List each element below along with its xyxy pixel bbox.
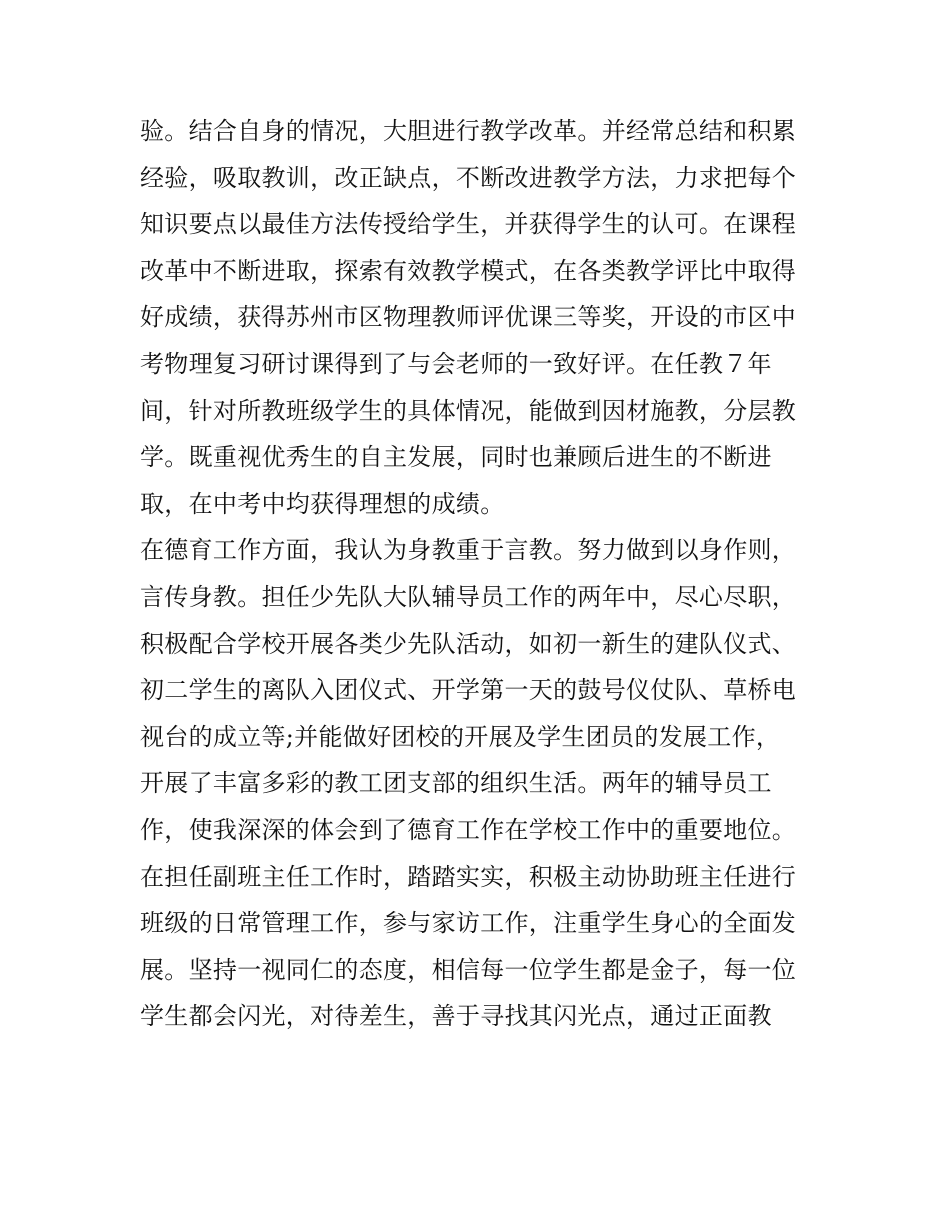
- text-line: 好成绩，获得苏州市区物理教师评优课三等奖，开设的市区中: [140, 303, 797, 332]
- text-line: 展。坚持一视同仁的态度，相信每一位学生都是金子，每一位: [140, 955, 797, 984]
- text-line: 视台的成立等;并能做好团校的开展及学生团员的发展工作，: [140, 722, 781, 751]
- text-line: 学。既重视优秀生的自主发展，同时也兼顾后进生的不断进: [140, 443, 772, 472]
- text-line: 积极配合学校开展各类少先队活动，如初一新生的建队仪式、: [140, 629, 797, 658]
- text-line: 间，针对所教班级学生的具体情况，能做到因材施教，分层教: [140, 396, 797, 425]
- text-line: 初二学生的离队入团仪式、开学第一天的鼓号仪仗队、草桥电: [140, 676, 797, 705]
- text-line: 在担任副班主任工作时，踏踏实实，积极主动协助班主任进行: [140, 862, 797, 891]
- text-line: 班级的日常管理工作，参与家访工作，注重学生身心的全面发: [140, 909, 797, 938]
- text-line: 验。结合自身的情况，大胆进行教学改革。并经常总结和积累: [140, 117, 797, 145]
- text-line: 经验，吸取教训，改正缺点，不断改进教学方法，力求把每个: [140, 163, 797, 192]
- text-line: 取，在中考中均获得理想的成绩。: [140, 489, 505, 518]
- text-line: 言传身教。担任少先队大队辅导员工作的两年中，尽心尽职，: [140, 582, 797, 611]
- text-line: 考物理复习研讨课得到了与会老师的一致好评。在任教７年: [140, 349, 772, 378]
- text-line: 作，使我深深的体会到了德育工作在学校工作中的重要地位。: [140, 815, 797, 844]
- body-text: [140, 108, 820, 1040]
- text-line: 知识要点以最佳方法传授给学生，并获得学生的认可。在课程: [140, 210, 797, 239]
- text-line: 在德育工作方面，我认为身教重于言教。努力做到以身作则，: [140, 536, 797, 565]
- text-line: 学生都会闪光，对待差生，善于寻找其闪光点，通过正面教: [140, 1002, 772, 1031]
- text-line: 改革中不断进取，探索有效教学模式，在各类教学评比中取得: [140, 256, 797, 285]
- text-line: 开展了丰富多彩的教工团支部的组织生活。两年的辅导员工: [140, 769, 772, 798]
